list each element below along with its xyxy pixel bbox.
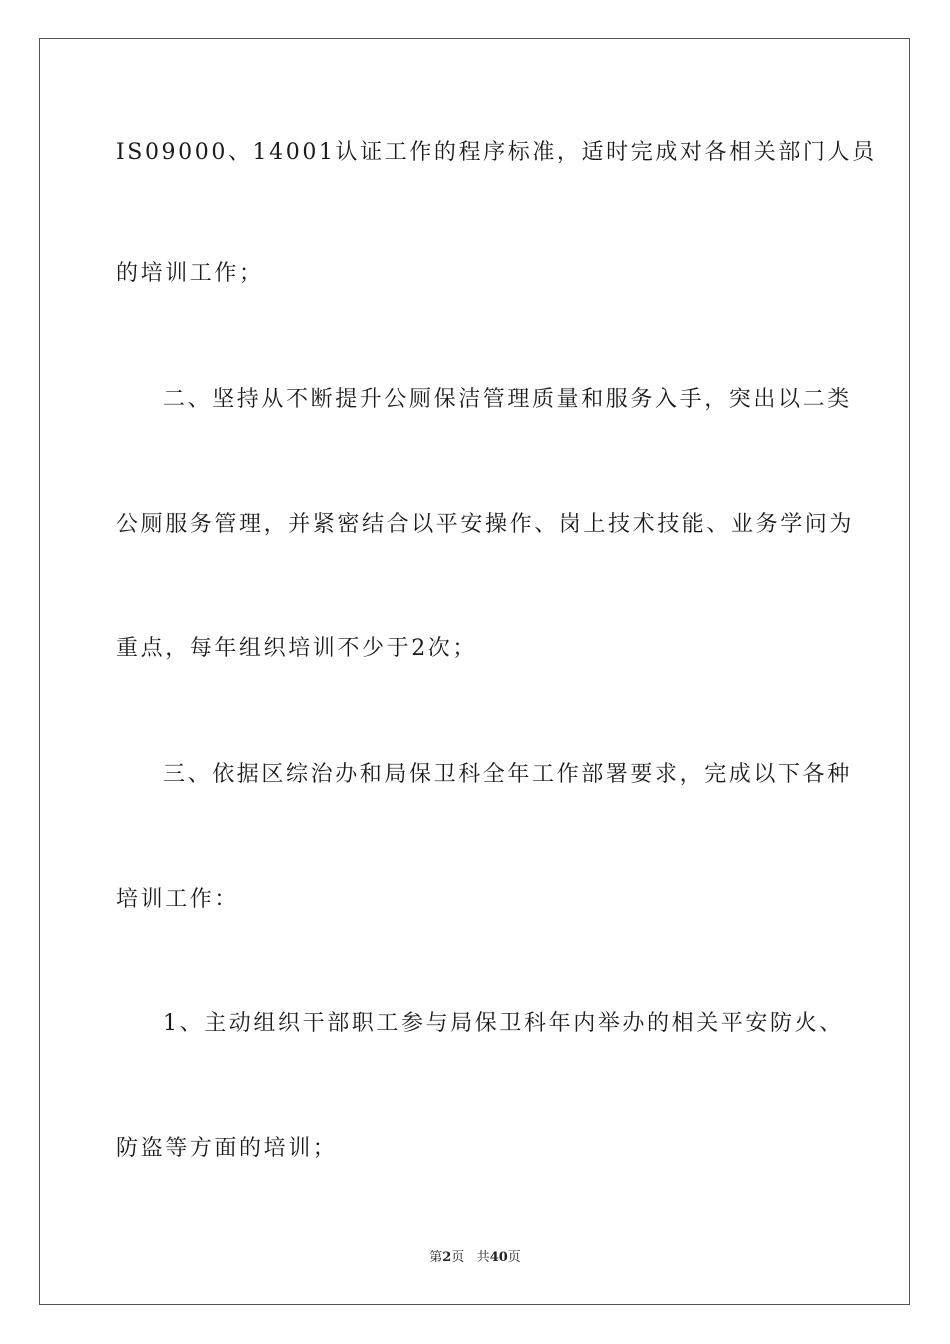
page-frame — [39, 38, 910, 1305]
page-footer — [0, 1246, 950, 1265]
footer-total-prefix: 共 — [476, 1250, 490, 1265]
text-line-7: 培训工作： — [116, 887, 240, 912]
footer-page-number: 2 — [442, 1250, 452, 1265]
text-line-9: 防盗等方面的培训； — [116, 1136, 338, 1161]
footer-total-suffix: 页 — [507, 1250, 521, 1265]
text-line-6: 三、依据区综治办和局保卫科全年工作部署要求，完成以下各种 — [163, 762, 852, 787]
text-line-3: 二、坚持从不断提升公厕保洁管理质量和服务入手，突出以二类 — [163, 387, 852, 412]
text-line-4: 公厕服务管理，并紧密结合以平安操作、岗上技术技能、业务学问为 — [116, 512, 855, 537]
footer-page-suffix: 页 — [451, 1250, 465, 1265]
footer-page-prefix: 第 — [429, 1250, 443, 1265]
text-line-5: 重点，每年组织培训不少于2次； — [116, 636, 477, 661]
text-line-8: 1、主动组织干部职工参与局保卫科年内举办的相关平安防火、 — [163, 1011, 844, 1036]
footer-total-pages: 40 — [489, 1250, 508, 1265]
text-line-1: IS09000、14001认证工作的程序标准，适时完成对各相关部门人员 — [116, 140, 877, 165]
text-line-2: 的培训工作； — [116, 261, 264, 286]
